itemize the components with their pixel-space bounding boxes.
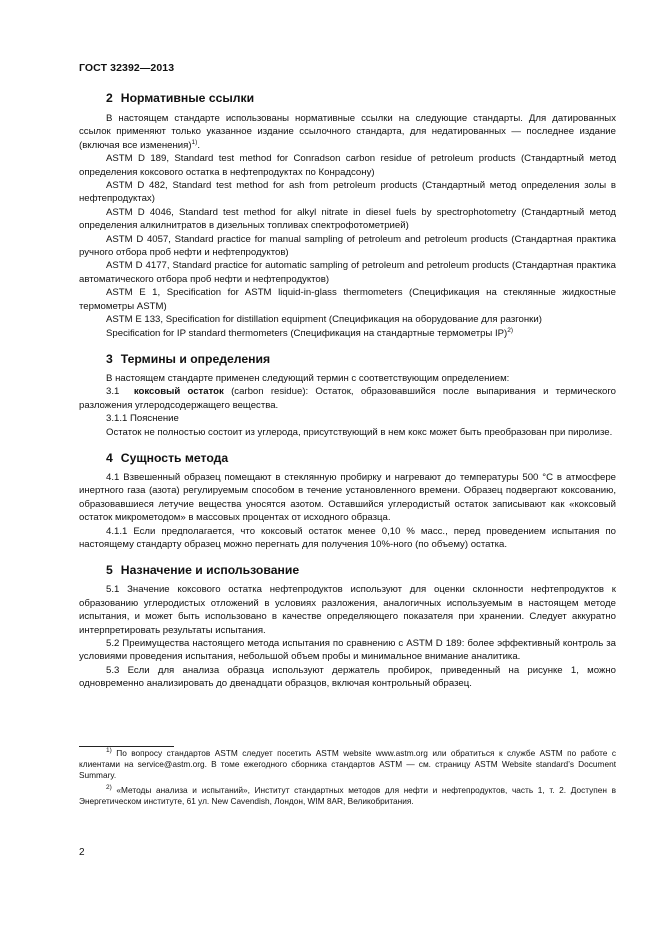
reference-item: Specification for IP standard thermometers (Спецификация на стандартные термометры IP)$^{2)}$ [106, 326, 514, 339]
section-method-principle [79, 450, 616, 551]
footnote-divider [79, 746, 174, 747]
paragraph: 5.3 Если для анализа образца используют держатель пробирок, приведенный на рисунке 1, можно одновременно анализировать до двенадцати образцов, включая контрольный образец. [79, 664, 616, 690]
paragraph: В настоящем стандарте использованы нормативные ссылки на следующие стандарты. Для датированных ссылок применяют только указанное издание ссылочного стандарта, для недатированных — последнее издание (включая все изменения)$^{1)}$. [79, 113, 616, 151]
reference-item: ASTM E 133, Specification for distillation equipment (Спецификация на оборудование для разгонки) [106, 314, 542, 326]
reference-item: ASTM D 4057, Standard practice for manual sampling of petroleum and petroleum products (Стандартная практика ручного отбора проб нефти и нефтепродуктов) [79, 233, 616, 259]
footnote: $^{2)}$ «Методы анализа и испытаний», Институт стандартных методов для нефти и нефтепродуктов, часть 1, т. 2. Доступен в Энергетическом институте, 61 ул. New Cavendish, Лондон, WIM 8AR, Великобритания. [79, 783, 616, 806]
section-terms [79, 351, 616, 439]
reference-item: ASTM E 1, Specification for ASTM liquid-in-glass thermometers (Спецификация на стеклянные жидкостные термометры ASTM) [79, 287, 616, 312]
paragraph: 5.1 Значение коксового остатка нефтепродуктов используют для оценки склонности нефтепродуктов к образованию углеродистых отложений в условиях разложения, аналогичных используемым в настоящем методе испытания, и может быть использовано в качестве определяющего показателя при хранении. Следует аккуратно интерпретировать результаты испытания. [79, 584, 616, 636]
reference-item: ASTM D 4046, Standard test method for alkyl nitrate in diesel fuels by spectrophotometry (Стандартный метод определения алкилнитратов в дизельных топливах спектрофотометрией) [79, 206, 616, 232]
paragraph: 4.1.1 Если предполагается, что коксовый остаток менее 0,10 % масс., перед проведением испытания по настоящему стандарту образец можно перегнать для получения 10%-ного (по объему) остатка. [79, 525, 616, 550]
section-heading: 4 Сущность метода [106, 450, 229, 465]
paragraph: Остаток не полностью состоит из углерода, присутствующий в нем кокс может быть преобразован при пиролизе. [106, 426, 613, 438]
reference-item: ASTM D 189, Standard test method for Conradson carbon residue of petroleum products (Стандартный метод определения коксового остатка в нефтепродуктах по Конрадсону) [79, 153, 616, 178]
section-heading: 3 Термины и определения [106, 351, 271, 366]
section-purpose-and-use [79, 562, 616, 690]
paragraph: В настоящем стандарте применен следующий термин с соответствующим определением: [106, 372, 510, 384]
section-normative-references [79, 90, 616, 340]
reference-item: ASTM D 482, Standard test method for ash from petroleum products (Стандартный метод определения золы в нефтепродуктах) [79, 180, 616, 205]
section-heading: 5 Назначение и использование [106, 563, 300, 578]
note-heading: 3.1.1 Пояснение [106, 413, 179, 425]
paragraph: 4.1 Взвешенный образец помещают в стеклянную пробирку и нагревают до температуры 500 °С в атмосфере инертного газа (азота) регулируемым способом в течение установленного времени. Образец подвергают коксованию, образовавшиеся летучие вещества уносятся азотом. Оставшийся углеродистый остаток записывают как «коксовый остаток микрометодом» в массовых процентах от исходного образца. [79, 471, 616, 524]
page-number: 2 [79, 847, 85, 858]
reference-item: ASTM D 4177, Standard practice for automatic sampling of petroleum and petroleum products (Стандартная практика автоматического отбора проб нефти и нефтепродуктов) [79, 260, 616, 285]
page-content [79, 90, 616, 691]
document-header: ГОСТ 32392—2013 [79, 62, 175, 74]
section-heading: 2 Нормативные ссылки [106, 91, 255, 105]
term-definition: 3.1 коксовый остаток (carbon residue): Остаток, образовавшийся после выпаривания и термического разложения углеродсодержащего вещества. [79, 386, 616, 411]
footnotes [79, 748, 616, 807]
footnote: $^{1)}$ По вопросу стандартов ASTM следует посетить ASTM website www.astm.org или обратиться к службе ASTM по работе с клиентами на service@astm.org. В томе ежегодного сборника стандартов ASTM — см. страницу ASTM Website standard’s Document Summary. [79, 747, 616, 781]
paragraph: 5.2 Преимущества настоящего метода испытания по сравнению с ASTM D 189: более эффективный контроль за условиями проведения испытания, небольшой объем пробы и минимальное внимание аналитика. [79, 638, 616, 663]
